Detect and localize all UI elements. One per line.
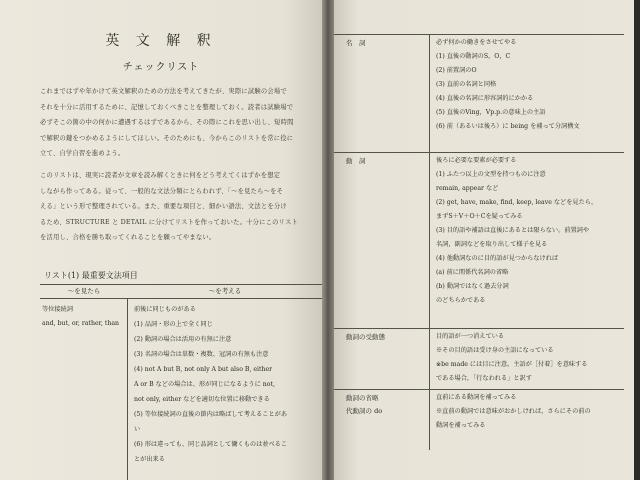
- content-line: (4) 他動詞なのに目的語が見つからなければ: [436, 255, 559, 262]
- content-line: 直前にある動詞を補ってみる: [436, 394, 517, 401]
- row-label-line: 等位接続詞: [42, 306, 73, 313]
- content-line: (2) get, have, make, find, keep, leave などを見たら，: [436, 199, 598, 206]
- section-passive: [334, 328, 624, 389]
- row-label: [40, 299, 128, 480]
- content-line: (2) 動詞の場合は活用の有無に注意: [134, 336, 232, 343]
- column-header-think: ～を考える: [208, 287, 242, 295]
- section-content: [430, 329, 624, 389]
- section-label-line: 代動詞の do: [346, 407, 383, 415]
- text-line: 立て、自学自習を進めよう。: [40, 150, 125, 157]
- content-line: (3) 名詞の場合は単数・複数、冠詞の有無も注意: [134, 351, 269, 358]
- text-line: しながら作ってある。従って、一般的な文法分類にとらわれず、「～を見たら～をそ: [40, 187, 284, 195]
- text-line: で解釈の鍵をつかめるようにしてほしい。そのためにも、今からこのリストを常に役に: [40, 134, 294, 142]
- row-label-line: and, but, or, rather, than: [42, 320, 120, 327]
- right-page: [334, 0, 634, 480]
- content-line: (1) 品詞・形の上で全く同じ: [134, 321, 213, 328]
- content-line: とが出来る: [134, 456, 165, 463]
- content-line: (5) 等位接続詞の直後の節内は略ばして考えることがあ: [134, 411, 288, 418]
- content-line: (1) 直後の動詞のS，O，C: [436, 53, 511, 60]
- text-line: を活用し、合格を勝ち取ってくれることを願ってやまない。: [40, 234, 216, 241]
- book-spine: [322, 0, 334, 480]
- content-line: (3) 目的語や補語は直後にあるとは限らない。前置詞や: [436, 227, 590, 234]
- content-line: 動詞を補ってみる: [436, 422, 486, 429]
- section-label: 動 詞: [334, 153, 430, 328]
- content-line: (4) not A but B, not only A but also B, either: [134, 366, 273, 373]
- content-line: (2) 前置詞のO: [436, 67, 477, 74]
- content-line: (4) 直後の名詞に形容詞的にかかる: [436, 95, 534, 102]
- content-line: (3) 直前の名詞と同格: [436, 81, 497, 88]
- content-line: A or B などの場合は、形が同じになるように not,: [134, 381, 275, 388]
- content-line: ※直前の動詞では意味がおかしければ，さらにその前の: [436, 408, 591, 415]
- section-label: 名 詞: [334, 35, 430, 152]
- row-content: [128, 299, 322, 480]
- section-label: 動詞の受動態: [334, 329, 430, 389]
- page-title: 英 文 解 釈: [105, 33, 217, 49]
- content-line: 名詞，副詞などを取り出して様子を見る: [436, 241, 548, 248]
- section-verb: [334, 152, 624, 328]
- section-noun: [334, 34, 624, 152]
- text-line: それを十分に活用するために、記憶しておくべきことを整理しておく。読者は試験場で: [40, 103, 294, 111]
- content-line: (5) 直後のVing，Vp.p.の意味上の主語: [436, 109, 546, 116]
- content-line: ※その目的語は受け身の主語になっている: [436, 347, 554, 354]
- content-line: ※be made には目に注意。主語が［付着］を意味する: [436, 361, 588, 368]
- list-title: リスト(1) 最重要文法項目: [44, 271, 138, 280]
- text-line: これまではずや年かけて英文解釈のための方法を考えてきたが、実際に試験の会場で: [40, 88, 287, 95]
- section-verb-omission: [334, 389, 624, 450]
- content-line: (1) ふたつ以上の文型を持つものに注意: [436, 171, 546, 178]
- content-line: (b) 動詞ではなく過去分詞: [436, 283, 509, 290]
- content-line: まずS＋V＋O＋Cを疑ってみる: [436, 213, 523, 220]
- section-content: [430, 390, 624, 450]
- content-line: (a) 前に関係代名詞の省略: [436, 269, 509, 276]
- content-line: (6) 前（あるいは後ろ）に being を補って分詞構文: [436, 123, 580, 130]
- section-label: [334, 390, 430, 450]
- content-line: (6) 形は違っても、同じ品詞として働くものは並べるこ: [134, 441, 288, 448]
- intro-paragraph-2: [40, 168, 318, 246]
- content-line: い: [134, 426, 141, 433]
- content-line: 目的語が一つ消えている: [436, 333, 505, 340]
- page-subtitle: チェックリスト: [122, 62, 200, 73]
- table-header: [40, 285, 322, 299]
- text-line: える」という形で整理されている。また、重要な項目と、細かい語法、文法とを分け: [40, 203, 287, 210]
- column-header-see: ～を見たら: [67, 287, 101, 295]
- content-line: である場合，「行なわれる」と訳す: [436, 375, 532, 382]
- content-line: 必ず何かの働きをさせてやる: [436, 39, 517, 46]
- intro-paragraph-1: [40, 84, 318, 162]
- content-line: のどちらかである: [436, 297, 486, 304]
- grammar-table: [40, 284, 322, 480]
- text-line: このリストは、現実に読者が文章を読み解くときに何をどう考えてくはずかを想定: [40, 172, 281, 179]
- table-row: [40, 299, 322, 480]
- section-content: [430, 35, 624, 152]
- text-line: るため、STRUCTURE と DETAIL に分けてリストを作っておいた。十分にこのリスト: [40, 218, 298, 226]
- section-content: [430, 153, 624, 328]
- section-label-line: 動詞の省略: [346, 394, 379, 402]
- content-line: remain, appear など: [436, 185, 499, 192]
- content-line: not only, either などを適切な位置に移動できる: [134, 396, 270, 403]
- text-line: 必ずそこの箇の中の何かに遭遇するはずであるから、その際にこれを思い出し、短時間: [40, 119, 294, 126]
- content-line: 前後に同じものがある: [134, 306, 196, 313]
- content-line: 後ろに必要な要素が必要する: [436, 157, 517, 164]
- checklist-table: [334, 34, 624, 450]
